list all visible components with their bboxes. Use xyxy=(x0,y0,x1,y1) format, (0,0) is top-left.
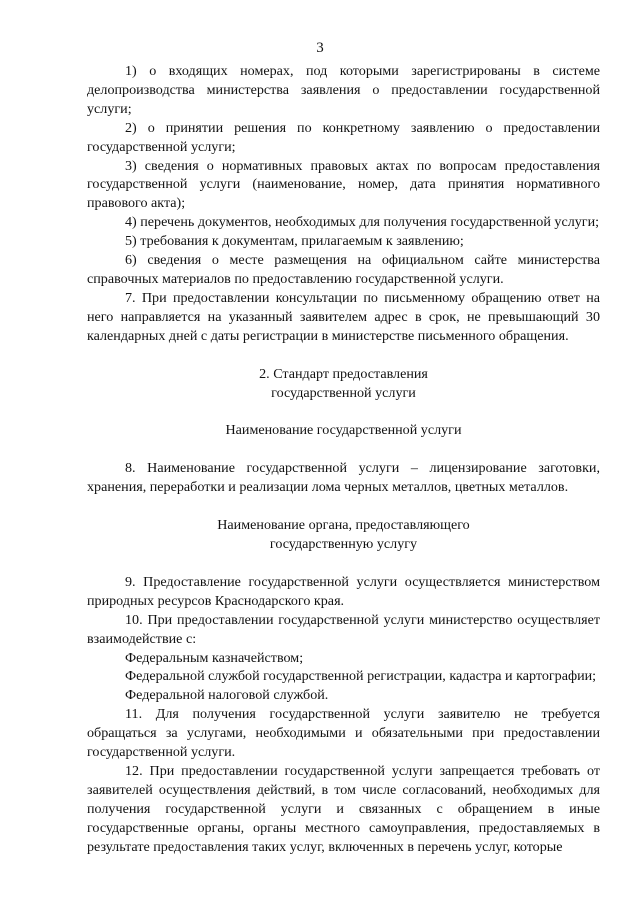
section-spacer xyxy=(87,402,600,421)
paragraph: 2) о принятии решения по конкретному заявлению о предоставлении государственной услуги; xyxy=(87,119,600,155)
paragraph: 1) о входящих номерах, под которыми зарегистрированы в системе делопроизводства министерства заявления о предоставлении государственной услуги; xyxy=(87,63,600,117)
paragraph: 3) сведения о нормативных правовых актах по вопросам предоставления государственной услуги (наименование, номер, дата принятия нормативного правового акта); xyxy=(87,157,600,212)
section-spacer xyxy=(87,554,600,573)
document-body xyxy=(87,62,600,857)
section-heading: государственную услугу xyxy=(269,536,418,553)
paragraph: 10. При предоставлении государственной услуги министерство осуществляет взаимодействие с: xyxy=(87,611,600,647)
paragraph: 12. При предоставлении государственной услуги запрещается требовать от заявителей осуществления действий, в том числе согласований, необходимых для получения государственной услуги и связанных с обращением в иные государственные органы, органы местного самоуправления, предоставляемых в результате предоставления таких услуг, включенных в перечень услуг, которые xyxy=(87,763,600,855)
section-heading: государственной услуги xyxy=(271,384,416,401)
section-heading: Наименование государственной услуги xyxy=(225,422,462,439)
section-spacer xyxy=(87,346,600,365)
paragraph: Федеральной службой государственной регистрации, кадастра и картографии; xyxy=(125,668,597,685)
paragraph: Федеральным казначейством; xyxy=(125,649,304,666)
paragraph: 6) сведения о месте размещения на официальном сайте министерства справочных материалов по предоставлению государственной услуги. xyxy=(87,252,600,287)
paragraph: 8. Наименование государственной услуги – лицензирование заготовки, хранения, переработки и реализации лома черных металлов, цветных металлов. xyxy=(87,460,600,496)
section-spacer xyxy=(87,497,600,516)
paragraph: 11. Для получения государственной услуги заявителю не требуется обращаться за услугами, необходимыми и обязательными при предоставлении государственной услуги. xyxy=(87,706,600,761)
page-number: 3 xyxy=(316,40,324,56)
paragraph: 9. Предоставление государственной услуги осуществляется министерством природных ресурсов Краснодарского края. xyxy=(87,573,600,609)
paragraph: Федеральной налоговой службой. xyxy=(125,687,329,704)
paragraph: 4) перечень документов, необходимых для получения государственной услуги; xyxy=(125,214,600,231)
section-heading: Наименование органа, предоставляющего xyxy=(217,517,470,534)
paragraph: 7. При предоставлении консультации по письменному обращению ответ на него направляется на указанный заявителем адрес в срок, не превышающий 30 календарных дней с даты регистрации в министерстве письменного обращения. xyxy=(87,289,600,344)
section-heading: 2. Стандарт предоставления xyxy=(259,365,428,382)
section-spacer xyxy=(87,440,600,459)
paragraph: 5) требования к документам, прилагаемым к заявлению; xyxy=(125,233,464,250)
